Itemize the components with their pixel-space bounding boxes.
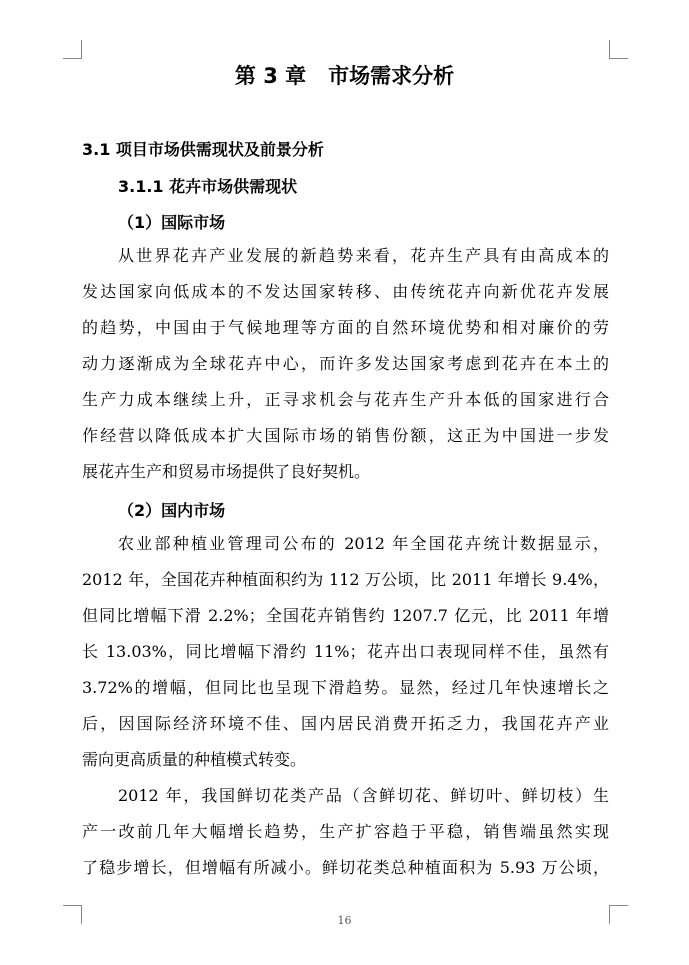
paragraph-line: 动力逐渐成为全球花卉中心，而许多发达国家考虑到花卉在本土的 bbox=[82, 354, 609, 373]
paragraph-line: 的趋势，中国由于气候地理等方面的自然环境优势和相对廉价的劳 bbox=[82, 318, 609, 337]
paragraph-domestic bbox=[82, 526, 609, 778]
domestic-market-heading: （2）国内市场 bbox=[118, 501, 226, 520]
paragraph-line: 后，因国际经济环境不佳、国内居民消费开拓乏力，我国花卉产业 bbox=[82, 714, 609, 733]
paragraph-line: 展花卉生产和贸易市场提供了良好契机。 bbox=[82, 462, 371, 481]
subsection-title: 3.1.1 花卉市场供需现状 bbox=[118, 177, 298, 196]
paragraph-line: 长 13.03%，同比增幅下滑约 11%；花卉出口表现同样不佳，虽然有 bbox=[82, 642, 609, 661]
paragraph-line: 需向更高质量的种植模式转变。 bbox=[82, 750, 307, 769]
paragraph-line: 2012 年，全国花卉种植面积约为 112 万公顷，比 2011 年增长 9.4%， bbox=[82, 570, 609, 589]
paragraph-line: 生产力成本继续上升，正寻求机会与花卉生产升本低的国家进行合 bbox=[82, 390, 609, 409]
paragraph-line: 但同比增幅下滑 2.2%；全国花卉销售约 1207.7 亿元，比 2011 年增 bbox=[82, 606, 609, 625]
section-title: 3.1 项目市场供需现状及前景分析 bbox=[82, 140, 324, 159]
paragraph-line: 2012 年，我国鲜切花类产品（含鲜切花、鲜切叶、鲜切枝）生 bbox=[118, 786, 609, 805]
corner-mark-top-right bbox=[609, 40, 628, 59]
paragraph-line: 产一改前几年大幅增长趋势，生产扩容趋于平稳，销售端虽然实现 bbox=[82, 822, 609, 841]
paragraph-line: 从世界花卉产业发展的新趋势来看，花卉生产具有由高成本的 bbox=[118, 246, 609, 265]
international-market-heading: （1）国际市场 bbox=[118, 213, 226, 232]
paragraph-line: 作经营以降低成本扩大国际市场的销售份额，这正为中国进一步发 bbox=[82, 426, 609, 445]
paragraph-international bbox=[82, 238, 609, 490]
page-number: 16 bbox=[337, 914, 352, 927]
paragraph-line: 发达国家向低成本的不发达国家转移、由传统花卉向新优花卉发展 bbox=[82, 282, 609, 301]
paragraph-cut-flowers bbox=[82, 778, 609, 886]
chapter-title: 第 3 章 市场需求分析 bbox=[234, 64, 455, 88]
paragraph-line: 农业部种植业管理司公布的 2012 年全国花卉统计数据显示， bbox=[118, 534, 609, 553]
corner-mark-top-left bbox=[63, 40, 82, 59]
paragraph-line: 了稳步增长，但增幅有所减小。鲜切花类总种植面积为 5.93 万公顷， bbox=[82, 858, 609, 877]
paragraph-line: 3.72%的增幅，但同比也呈现下滑趋势。显然，经过几年快速增长之 bbox=[82, 678, 609, 697]
